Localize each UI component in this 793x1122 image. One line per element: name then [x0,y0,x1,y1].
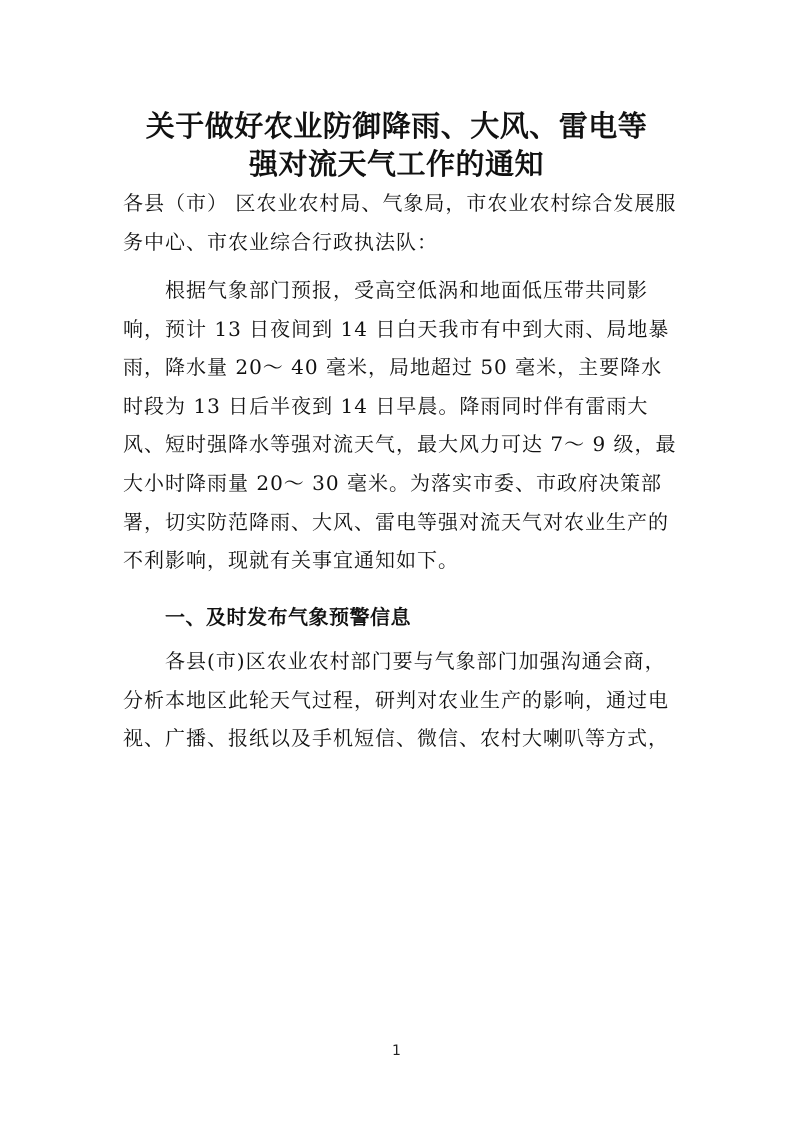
page-number: 1 [392,1043,401,1059]
section-heading-1: 一、及时发布气象预警信息 [165,605,411,629]
paragraph-forecast: 根据气象部门预报，受高空低涡和地面低压带共同影响，预计 13 日夜间到 14 日白天我市有中到大雨、局地暴雨，降水量 20～ 40 毫米，局地超过 50 毫米，主要降水时段为 13 日后半夜到 14 日早晨。降雨同时伴有雷雨大风、短时强降水等强对流天气，最大风力可达 7～ 9 级，最大小时降雨量 20～ 30 毫米。为落实市委、市政府决策部署，切实防范降雨、大风、雷电等强对流天气对农业生产的不利影响，现就有关事宜通知如下。 [123,278,677,573]
document-title-line-1: 关于做好农业防御降雨、大风、雷电等 [145,109,648,143]
paragraph-section-1: 各县(市)区农业农村部门要与气象部门加强沟通会商，分析本地区此轮天气过程，研判对农业生产的影响，通过电视、广播、报纸以及手机短信、微信、农村大喇叭等方式， [123,649,669,751]
document-title-line-2: 强对流天气工作的通知 [248,147,544,181]
addressee: 各县（市） 区农业农村局、气象局，市农业农村综合发展服务中心、市农业综合行政执法队： [123,191,677,254]
